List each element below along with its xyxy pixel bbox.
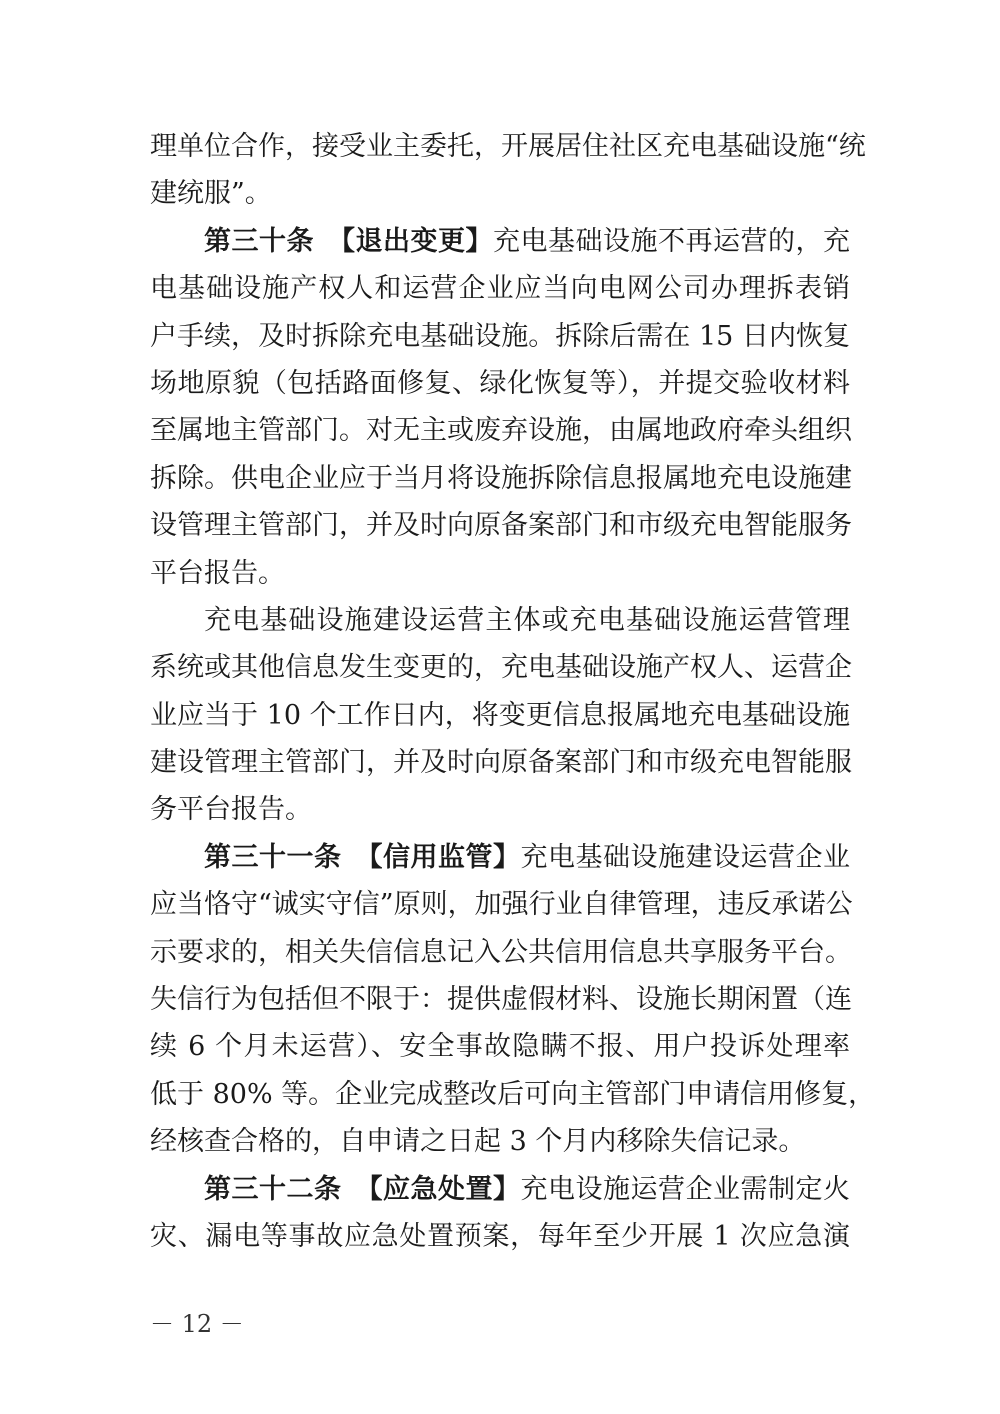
article-heading: 第三十一条 【信用监管】 xyxy=(204,841,521,873)
line-text: 建统服”。 xyxy=(150,178,272,210)
line-text: 至属地主管部门。对无主或废弃设施，由属地政府牵头组织 xyxy=(150,415,852,447)
line-text: 设管理主管部门，并及时向原备案部门和市级充电智能服务 xyxy=(150,510,852,542)
line-text: 场地原貌（包括路面修复、绿化恢复等），并提交验收材料 xyxy=(150,367,850,399)
text-line xyxy=(150,123,866,170)
line-text: 续 6 个月未运营）、安全事故隐瞒不报、用户投诉处理率 xyxy=(150,1031,850,1063)
line-text: 示要求的，相关失信信息记入公共信用信息共享服务平台。 xyxy=(150,936,852,968)
line-text: 充电设施运营企业需制定火 xyxy=(520,1173,850,1205)
text-line xyxy=(150,313,850,360)
text-line xyxy=(150,1071,876,1118)
text-line xyxy=(150,929,850,976)
text-line xyxy=(150,1166,850,1213)
line-text: 应当恪守“诚实守信”原则，加强行业自律管理，违反承诺公 xyxy=(150,889,853,921)
line-text: 失信行为包括但不限于：提供虚假材料、设施长期闲置（连 xyxy=(150,984,852,1016)
text-line xyxy=(150,597,850,644)
line-text: 系统或其他信息发生变更的，充电基础设施产权人、运营企 xyxy=(150,652,852,684)
article-heading: 第三十二条 【应急处置】 xyxy=(204,1173,521,1205)
text-line xyxy=(150,1118,850,1165)
text-line xyxy=(150,502,850,549)
line-text: 充电基础设施建设运营企业 xyxy=(520,841,850,873)
line-text: 拆除。供电企业应于当月将设施拆除信息报属地充电设施建 xyxy=(150,462,852,494)
document-body xyxy=(150,123,876,1260)
line-text: 经核查合格的，自申请之日起 3 个月内移除失信记录。 xyxy=(150,1126,806,1158)
text-line xyxy=(150,407,850,454)
line-text: 平台报告。 xyxy=(150,557,285,589)
line-text: 户手续，及时拆除充电基础设施。拆除后需在 15 日内恢复 xyxy=(150,320,850,352)
text-line xyxy=(150,881,853,928)
text-line xyxy=(150,265,850,312)
line-text: 充电基础设施不再运营的，充 xyxy=(493,225,850,257)
text-line xyxy=(150,786,850,833)
text-line xyxy=(150,360,850,407)
line-text: 理单位合作，接受业主委托，开展居住社区充电基础设施“统 xyxy=(150,131,866,162)
text-line xyxy=(150,170,850,217)
text-line xyxy=(150,692,850,739)
text-line xyxy=(150,218,850,265)
page-number: － 12 － xyxy=(150,1310,244,1338)
text-line xyxy=(150,739,850,786)
text-line xyxy=(150,455,850,502)
text-line xyxy=(150,1213,850,1260)
article-heading: 第三十条 【退出变更】 xyxy=(204,225,493,257)
text-line xyxy=(150,976,850,1023)
text-line xyxy=(150,644,850,691)
line-text: 充电基础设施建设运营主体或充电基础设施运营管理 xyxy=(204,604,850,636)
line-text: 务平台报告。 xyxy=(150,794,312,826)
text-line xyxy=(150,550,850,597)
text-line xyxy=(150,1023,850,1070)
line-text: 建设管理主管部门，并及时向原备案部门和市级充电智能服 xyxy=(150,747,852,779)
line-text: 低于 80% 等。企业完成整改后可向主管部门申请信用修复， xyxy=(150,1078,876,1110)
text-line xyxy=(150,834,850,881)
line-text: 电基础设施产权人和运营企业应当向电网公司办理拆表销 xyxy=(150,273,850,305)
line-text: 灾、漏电等事故应急处置预案，每年至少开展 1 次应急演 xyxy=(150,1220,850,1252)
line-text: 业应当于 10 个工作日内，将变更信息报属地充电基础设施 xyxy=(150,699,850,731)
